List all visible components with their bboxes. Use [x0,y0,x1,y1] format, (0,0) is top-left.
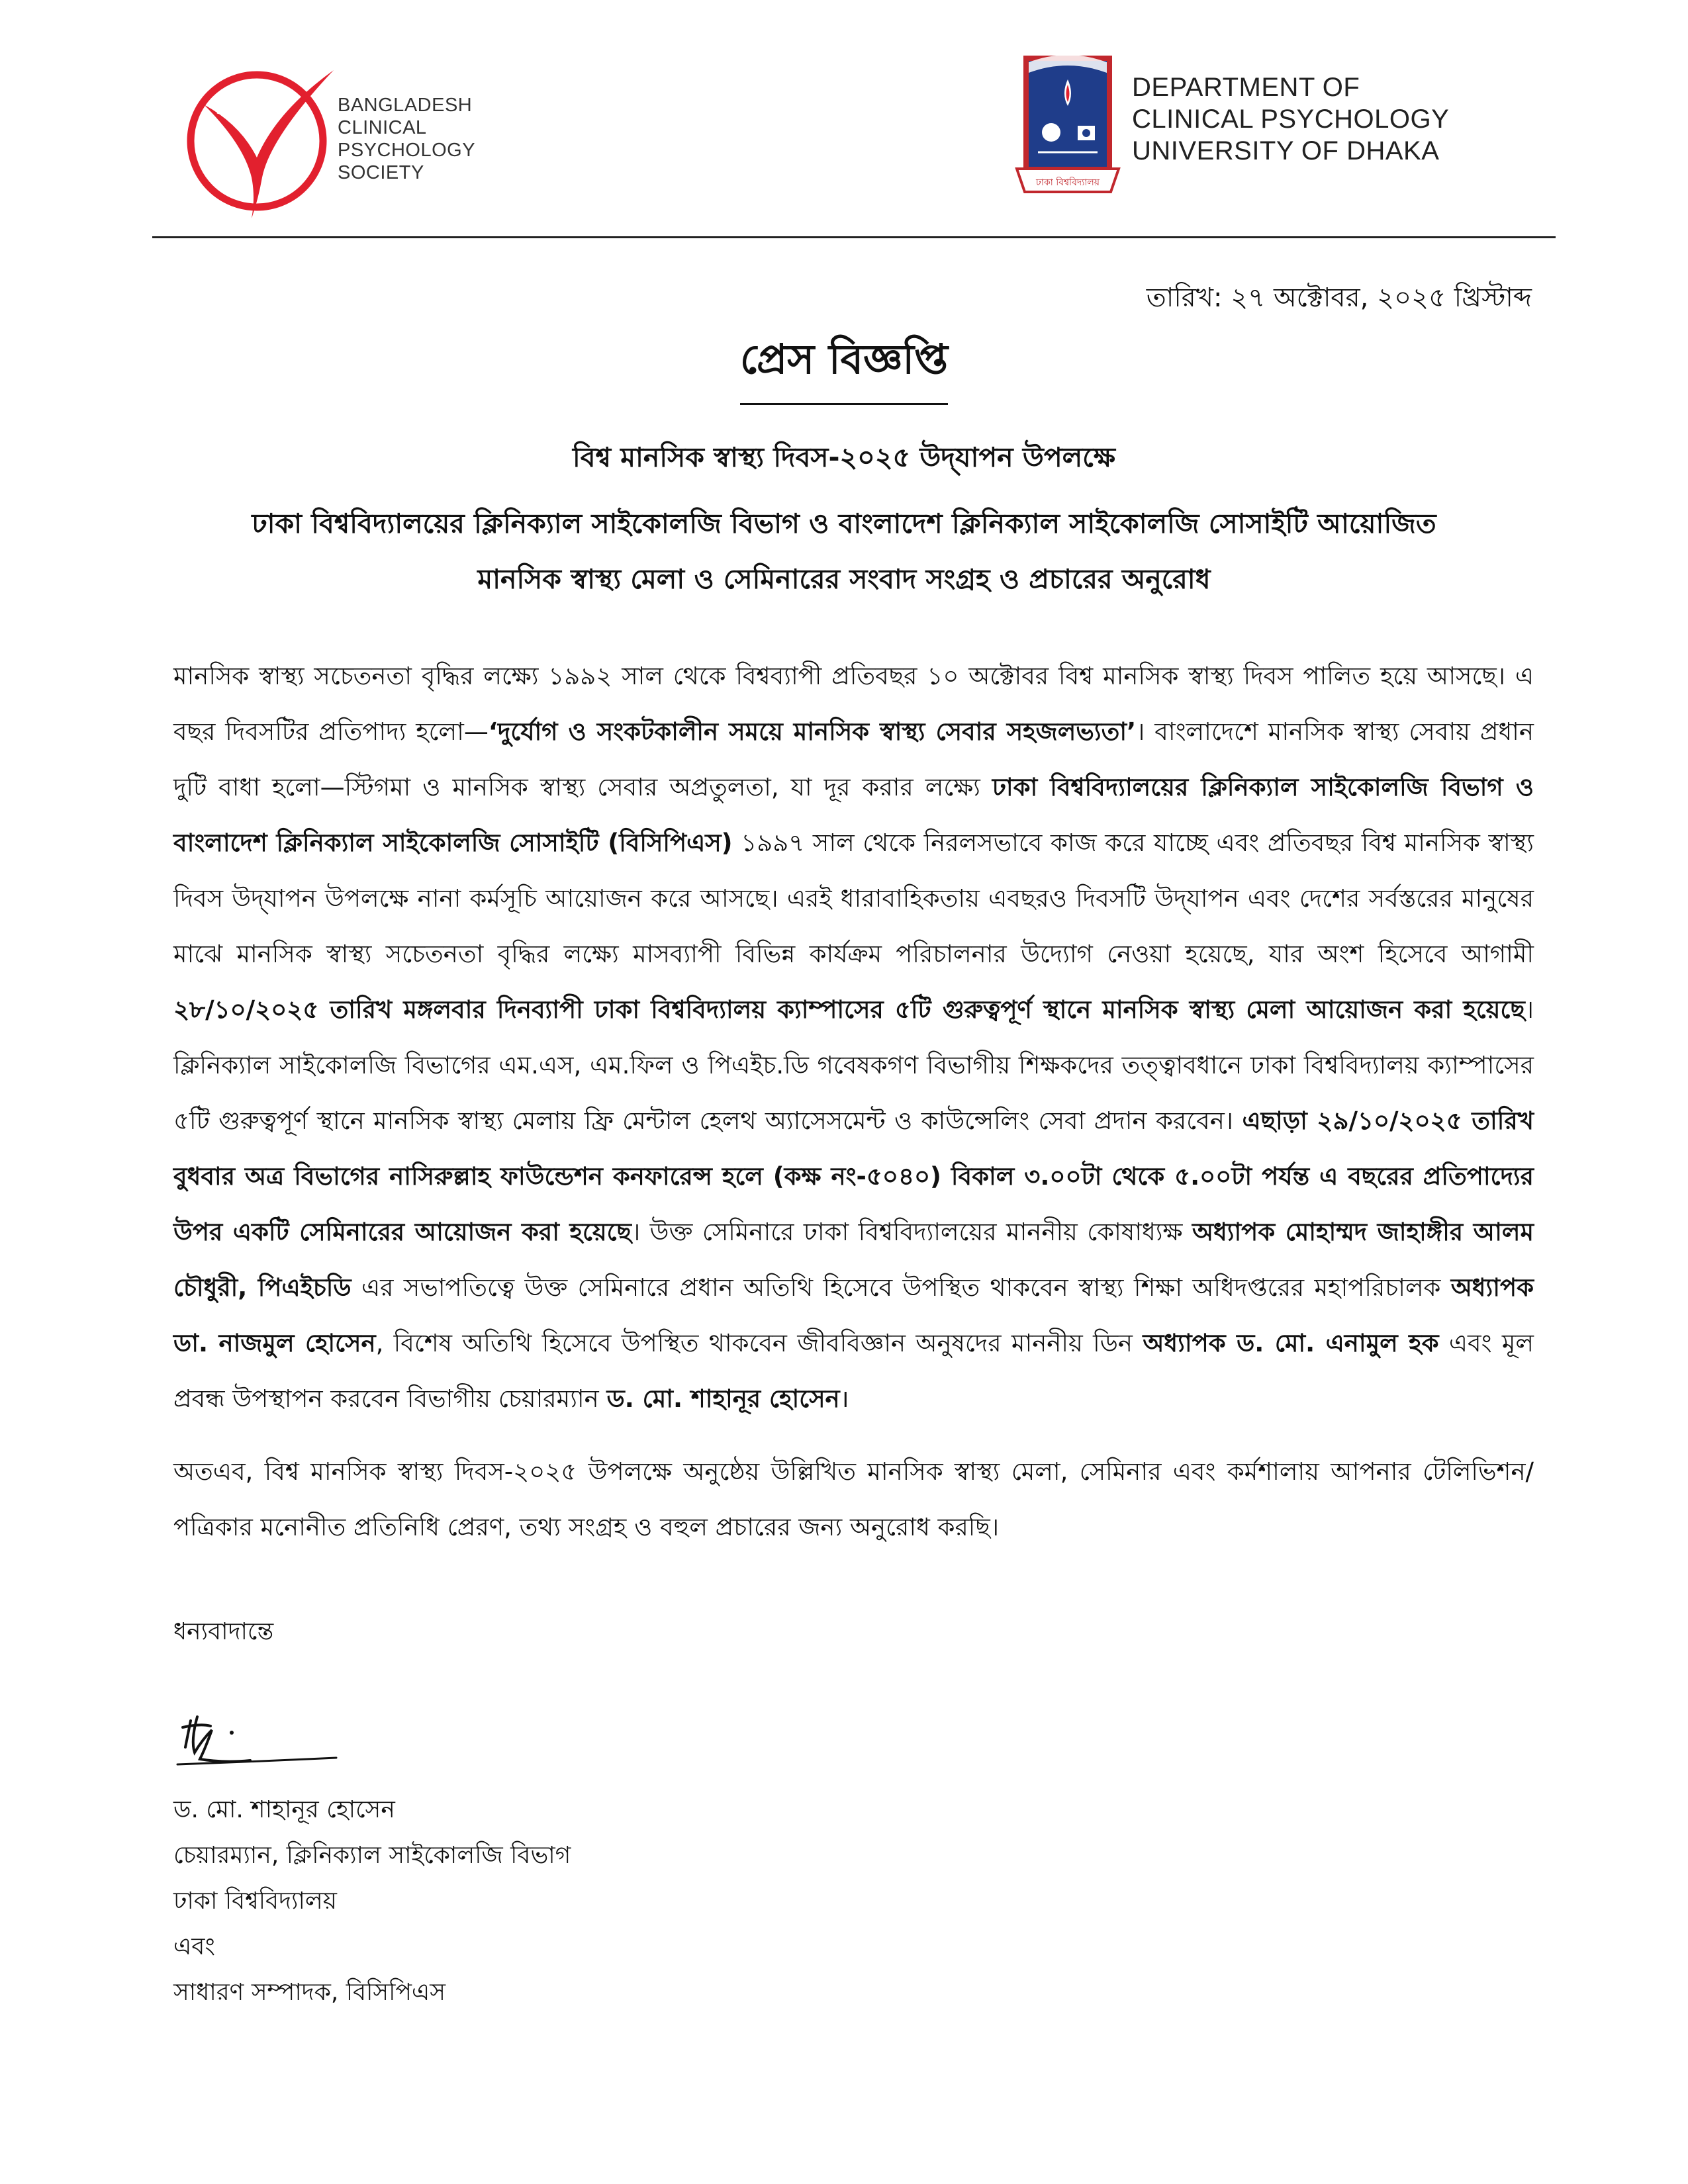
body-text-run: । ক্লিনিক্যাল সাইকোলজি বিভাগের এম.এস, এম.ফিল ও পিএইচ.ডি গবেষকগণ বিভাগীয় শিক্ষকদের তত্ত্বাবধানে ঢাকা বিশ্ববিদ্যালয় ক্যাম্পাসের ৫টি গুরুত্বপূর্ণ স্থানে মানসিক স্বাস্থ্য মেলায় ফ্রি মেন্টাল হেলথ অ্যাসেসমেন্ট ও কাউন্সেলিং সেবা প্রদান করবেন। [173,995,1534,1135]
body-paragraph-1 [173,649,1534,1427]
closing-salutation: ধন্যবাদান্তে [173,1618,274,1645]
headline-organizers: ঢাকা বিশ্ববিদ্যালয়ের ক্লিনিক্যাল সাইকোলজি বিভাগ ও বাংলাদেশ ক্লিনিক্যাল সাইকোলজি সোসাইটি আয়োজিত [252,508,1436,539]
body-text-run: । উক্ত সেমিনারে ঢাকা বিশ্ববিদ্যালয়ের মাননীয় কোষাধ্যক্ষ [631,1218,1192,1246]
body-bold-run: ২৮/১০/২০২৫ তারিখ মঙ্গলবার দিনব্যাপী ঢাকা বিশ্ববিদ্যালয় ক্যাম্পাসের ৫টি গুরুত্বপূর্ণ স্থানে মানসিক স্বাস্থ্য মেলা আয়োজন করা হয়েছে [173,995,1525,1024]
bcps-line: SOCIETY [338,162,424,183]
signatory-name: ড. মো. শাহানূর হোসেন [173,1796,395,1823]
body-text-run: । [839,1385,849,1413]
department-line: DEPARTMENT OF [1132,73,1360,102]
header-divider [152,236,1556,238]
body-text-run: মানসিক স্বাস্থ্য সচেতনতা বৃদ্ধির লক্ষ্যে ১৯৯২ সাল থেকে বিশ্বব্যাপী প্রতিবছর ১০ অক্টোবর বিশ্ব মানসিক স্বাস্থ্য দিবস পালিত হয়ে আসছে। এ বছর দিবসটির প্রতিপাদ্য হলো— [173,662,1534,746]
body-text-run: ১৯৯৭ সাল থেকে নিরলসভাবে কাজ করে যাচ্ছে এবং প্রতিবছর বিশ্ব মানসিক স্বাস্থ্য দিবস উদ্‌যাপন উপলক্ষে নানা কর্মসূচি আয়োজন করে আসছে। এরই ধারাবাহিকতায় এবছরও দিবসটি উদ্‌যাপন এবং দেশের সর্বস্তরের মানুষের মাঝে মানসিক স্বাস্থ্য সচেতনতা বৃদ্ধির লক্ষ্যে মাসব্যাপী বিভিন্ন কার্যক্রম পরিচালনার উদ্যোগ নেওয়া হয়েছে, যার অংশ হিসেবে আগামী [173,829,1534,968]
signatory-block [173,1787,571,2015]
signatory-title: চেয়ারম্যান, ক্লিনিক্যাল সাইকোলজি বিভাগ [173,1842,571,1869]
body-bold-run: অধ্যাপক মোহাম্মদ জাহাঙ্গীর আলম চৌধুরী, পিএইচডি [173,1218,1534,1302]
signatory-second-title: সাধারণ সম্পাদক, বিসিপিএস [173,1979,446,2006]
body-paragraph-2: অতএব, বিশ্ব মানসিক স্বাস্থ্য দিবস-২০২৫ উপলক্ষে অনুষ্ঠেয় উল্লিখিত মানসিক স্বাস্থ্য মেলা, সেমিনার এবং কর্মশালায় আপনার টেলিভিশন/পত্রিকার মনোনীত প্রতিনিধি প্রেরণ, তথ্য সংগ্রহ ও বহুল প্রচারের জন্য অনুরোধ করছি। [173,1457,1534,1541]
department-name [1132,71,1449,167]
body-bold-run: ‘দুর্যোগ ও সংকটকালীন সময়ে মানসিক স্বাস্থ্য সেবার সহজলভ্যতা’ [488,717,1137,746]
signatory-institution: ঢাকা বিশ্ববিদ্যালয় [173,1888,337,1915]
body-text-run: । বাংলাদেশে মানসিক স্বাস্থ্য সেবায় প্রধান দুটি বাধা হলো—স্টিগমা ও মানসিক স্বাস্থ্য সেবার অপ্রতুলতা, যা দূর করার লক্ষ্যে [173,717,1534,801]
bcps-name [338,94,475,184]
dhaka-university-seal-icon [1011,53,1124,199]
headline-occasion: বিশ্ব মানসিক স্বাস্থ্য দিবস-২০২৫ উদ্‌যাপন উপলক্ষে [573,441,1115,473]
bcps-line: CLINICAL [338,117,427,138]
department-line: UNIVERSITY OF DHAKA [1132,136,1440,165]
seal-label: ঢাকা বিশ্ববিদ্যালয় [1035,177,1100,188]
body-bold-run: ড. মো. শাহানূর হোসেন [606,1385,840,1413]
signatory-conjunction: এবং [173,1933,215,1960]
bcps-line: PSYCHOLOGY [338,140,476,161]
date: তারিখ: ২৭ অক্টোবর, ২০২৫ খ্রিস্টাব্দ [1146,283,1532,313]
signature-icon [171,1701,343,1780]
document-title-wrap [0,328,1688,405]
document-title: প্রেস বিজ্ঞপ্তি [740,328,948,405]
body-bold-run: অধ্যাপক ডা. নাজমুল হোসেন [173,1273,1534,1357]
body-text-run: , বিশেষ অতিথি হিসেবে উপস্থিত থাকবেন জীববিজ্ঞান অনুষদের মাননীয় ডিন [375,1329,1143,1357]
headline-request: মানসিক স্বাস্থ্য মেলা ও সেমিনারের সংবাদ সংগ্রহ ও প্রচারের অনুরোধ [477,563,1211,595]
bcps-line: BANGLADESH [338,95,473,116]
body-text-run: এবং মূল প্রবন্ধ উপস্থাপন করবেন বিভাগীয় চেয়ারম্যান [173,1329,1534,1413]
body-text-run: এর সভাপতিত্বে উক্ত সেমিনারে প্রধান অতিথি হিসেবে উপস্থিত থাকবেন স্বাস্থ্য শিক্ষা অধিদপ্তরের মহাপরিচালক [351,1273,1451,1302]
body-bold-run: অধ্যাপক ড. মো. এনামুল হক [1143,1329,1439,1357]
body-bold-run: ঢাকা বিশ্ববিদ্যালয়ের ক্লিনিক্যাল সাইকোলজি বিভাগ ও বাংলাদেশ ক্লিনিক্যাল সাইকোলজি সোসাইটি (বিসিপিএস) [173,773,1534,857]
body-bold-run: এছাড়া ২৯/১০/২০২৫ তারিখ বুধবার অত্র বিভাগের নাসিরুল্লাহ ফাউন্ডেশন কনফারেন্স হলে (কক্ষ নং-৫০৪০) বিকাল ৩.০০টা থেকে ৫.০০টা পর্যন্ত এ বছরের প্রতিপাদ্যের উপর একটি সেমিনারের আয়োজন করা হয়েছে [173,1107,1534,1246]
body-text [173,649,1534,1555]
bcps-logo-icon [177,52,350,224]
department-line: CLINICAL PSYCHOLOGY [1132,105,1450,134]
